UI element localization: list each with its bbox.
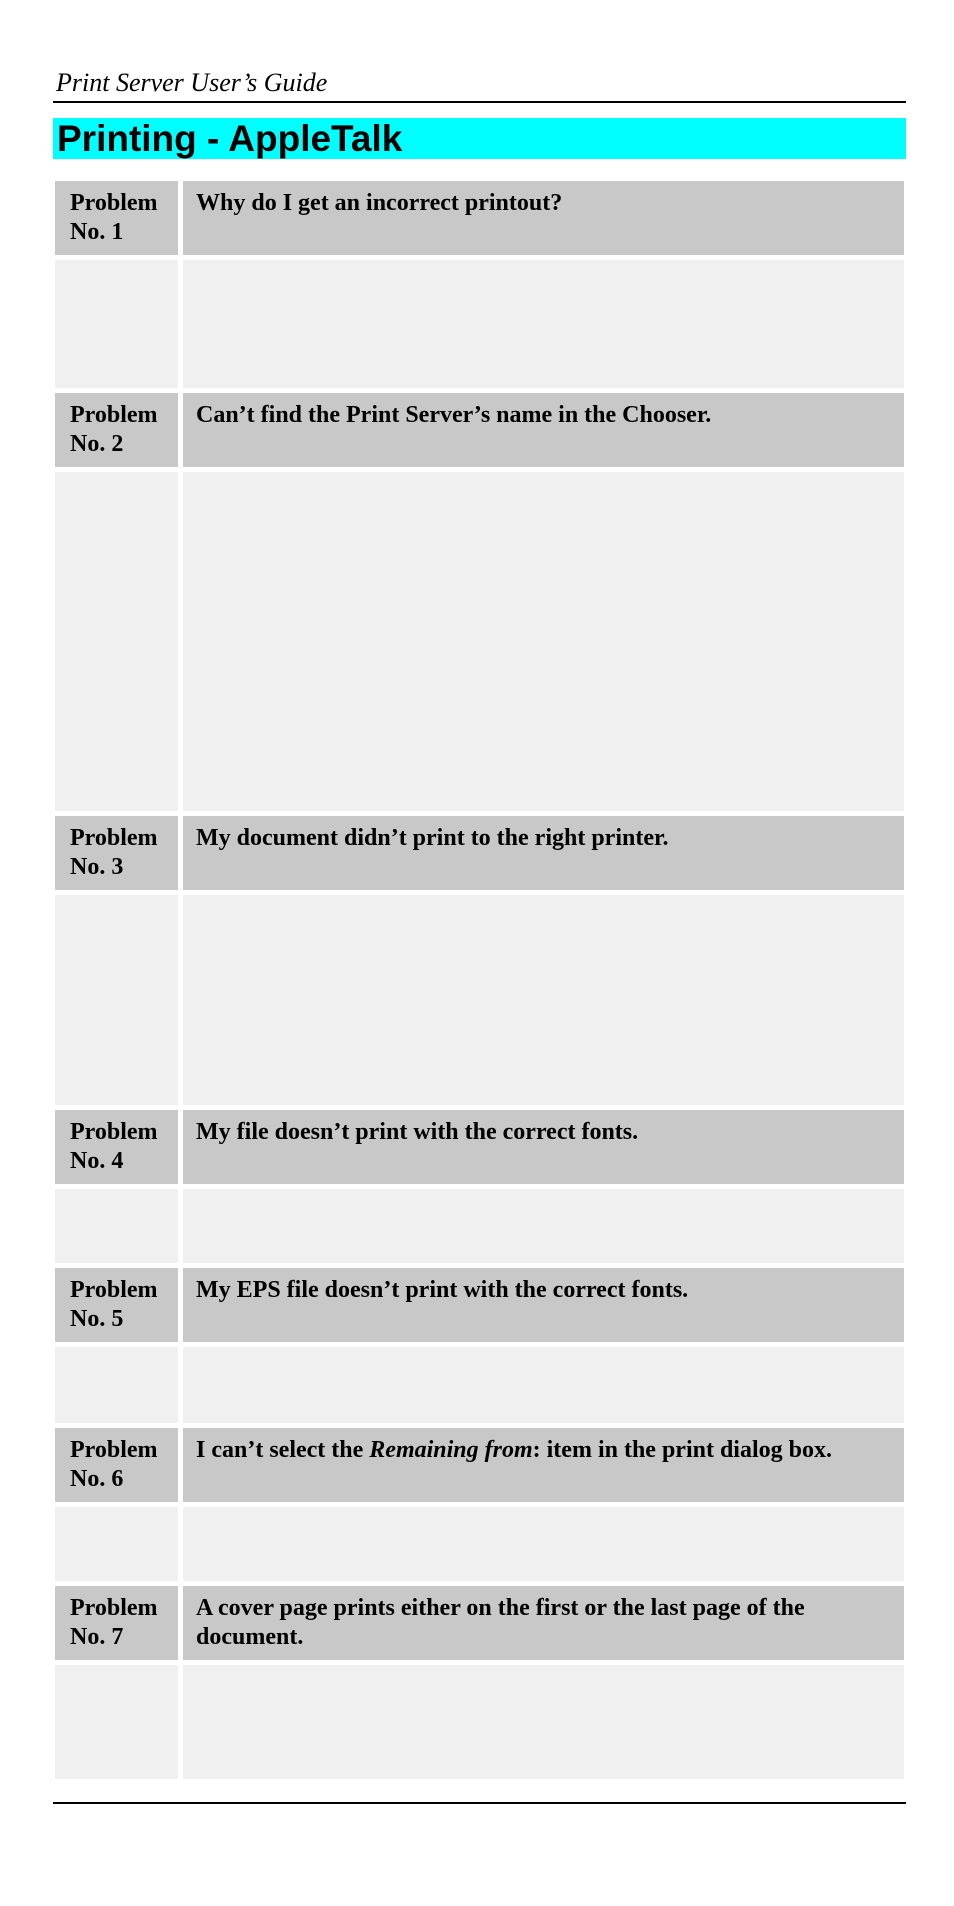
solution-cell xyxy=(183,1665,904,1779)
footer-rule xyxy=(53,1802,906,1804)
problem-header-row xyxy=(55,1268,904,1342)
problem-label: Problem No. 6 xyxy=(55,1428,178,1502)
problem-question: My document didn’t print to the right printer. xyxy=(183,816,904,890)
solution-label-cell xyxy=(55,895,178,1105)
problem-header-row xyxy=(55,393,904,467)
solution-label-cell xyxy=(55,1665,178,1779)
solution-cell xyxy=(183,1507,904,1581)
problem-header-row xyxy=(55,816,904,890)
problem-solution-row xyxy=(55,472,904,811)
problem-header-row xyxy=(55,1428,904,1502)
problem-question: My EPS file doesn’t print with the correct fonts. xyxy=(183,1268,904,1342)
solution-cell xyxy=(183,1347,904,1423)
problem-question: A cover page prints either on the first or the last page of the document. xyxy=(183,1586,904,1660)
solution-label-cell xyxy=(55,472,178,811)
problem-solution-row xyxy=(55,895,904,1105)
problem-solution-row xyxy=(55,1665,904,1779)
section-title: Printing - AppleTalk xyxy=(57,118,403,159)
solution-label-cell xyxy=(55,1189,178,1263)
problem-solution-row xyxy=(55,1189,904,1263)
problem-solution-row xyxy=(55,1347,904,1423)
section-title-bar xyxy=(53,118,906,159)
problem-question: Can’t find the Print Server’s name in the Chooser. xyxy=(183,393,904,467)
solution-cell xyxy=(183,472,904,811)
problem-label: Problem No. 4 xyxy=(55,1110,178,1184)
problem-label: Problem No. 7 xyxy=(55,1586,178,1660)
problem-solution-row xyxy=(55,260,904,388)
solution-cell xyxy=(183,1189,904,1263)
problem-header-row xyxy=(55,1110,904,1184)
problem-table xyxy=(55,181,904,1784)
solution-label-cell xyxy=(55,260,178,388)
problem-label: Problem No. 3 xyxy=(55,816,178,890)
problem-label: Problem No. 2 xyxy=(55,393,178,467)
problem-header-row xyxy=(55,1586,904,1660)
problem-question: My file doesn’t print with the correct fonts. xyxy=(183,1110,904,1184)
solution-label-cell xyxy=(55,1507,178,1581)
running-header: Print Server User’s Guide xyxy=(56,68,328,97)
problem-header-row xyxy=(55,181,904,255)
solution-label-cell xyxy=(55,1347,178,1423)
problem-label: Problem No. 5 xyxy=(55,1268,178,1342)
solution-cell xyxy=(183,895,904,1105)
problem-solution-row xyxy=(55,1507,904,1581)
problem-question: I can’t select the Remaining from: item in the print dialog box. xyxy=(183,1428,904,1502)
problem-question: Why do I get an incorrect printout? xyxy=(183,181,904,255)
header-rule xyxy=(53,101,906,103)
problem-label: Problem No. 1 xyxy=(55,181,178,255)
solution-cell xyxy=(183,260,904,388)
